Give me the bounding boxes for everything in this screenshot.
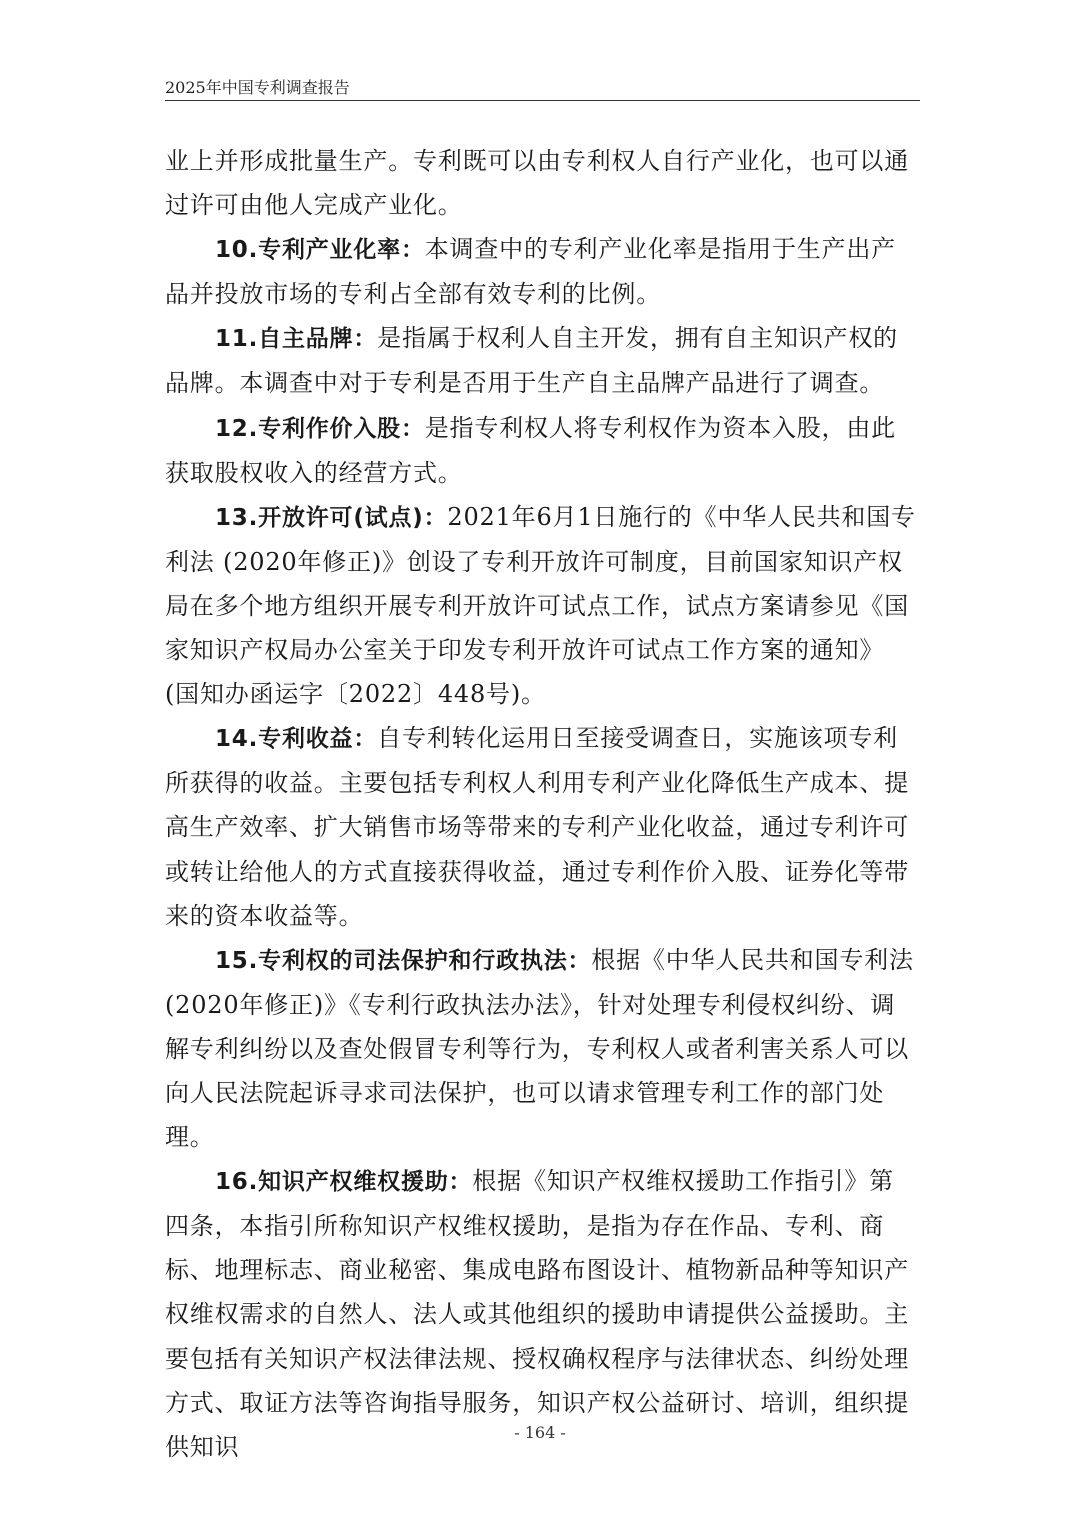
definition-10 <box>165 227 917 316</box>
header-divider <box>165 100 920 101</box>
term-label: 11.自主品牌： <box>215 326 378 353</box>
definition-text: 2021年6月1日施行的《中华人民共和国专利法 (2020年修正)》创设了专利开放许可制度，目前国家知识产权局在多个地方组织开展专利开放许可试点工作，试点方案请参见《国家知识产权局办公室关于印发专利开放许可试点工作方案的通知》(国知办函运字〔2022〕448号)。 <box>165 502 916 709</box>
definition-text: 根据《知识产权维权援助工作指引》第四条，本指引所称知识产权维权援助，是指为存在作品、专利、商标、地理标志、商业秘密、集成电路布图设计、植物新品种等知识产权维权需求的自然人、法人或其他组织的援助申请提供公益援助。主要包括有关知识产权法律法规、授权确权程序与法律状态、纠纷处理方式、取证方法等咨询指导服务，知识产权公益研讨、培训，组织提供知识 <box>165 1167 909 1461</box>
running-header: 2025年中国专利调查报告 <box>165 78 350 97</box>
definition-11 <box>165 316 917 405</box>
term-label: 14.专利收益： <box>215 726 378 753</box>
definition-text: 是指属于权利人自主开发，拥有自主知识产权的品牌。本调查中对于专利是否用于生产自主品牌产品进行了调查。 <box>165 324 898 398</box>
page-body <box>165 139 917 1469</box>
definition-text: 是指专利权人将专利权作为资本入股，由此获取股权收入的经营方式。 <box>165 413 896 487</box>
term-label: 15.专利权的司法保护和行政执法： <box>215 947 592 974</box>
page-number: - 164 - <box>514 1423 566 1442</box>
definition-13 <box>165 495 917 716</box>
term-label: 13.开放许可(试点)： <box>215 504 448 531</box>
term-label: 12.专利作价入股： <box>215 415 425 442</box>
definition-text: 自专利转化运用日至接受调查日，实施该项专利所获得的收益。主要包括专利权人利用专利产业化降低生产成本、提高生产效率、扩大销售市场等带来的专利产业化收益，通过专利许可或转让给他人的方式直接获得收益，通过专利作价入股、证券化等带来的资本收益等。 <box>165 724 909 930</box>
definition-14 <box>165 716 917 937</box>
term-label: 10.专利产业化率： <box>215 237 425 264</box>
definition-15 <box>165 938 917 1159</box>
intro-paragraph: 业上并形成批量生产。专利既可以由专利权人自行产业化，也可以通过许可由他人完成产业化。 <box>165 147 909 220</box>
definition-text: 本调查中的专利产业化率是指用于生产出产品并投放市场的专利占全部有效专利的比例。 <box>165 235 896 309</box>
term-label: 16.知识产权维权援助： <box>215 1169 473 1196</box>
definition-12 <box>165 406 917 495</box>
definition-text: 根据《中华人民共和国专利法 (2020年修正)》《专利行政执法办法》，针对处理专利侵权纠纷、调解专利纠纷以及查处假冒专利等行为，专利权人或者利害关系人可以向人民法院起诉寻求司法保护，也可以请求管理专利工作的部门处理。 <box>165 945 914 1152</box>
